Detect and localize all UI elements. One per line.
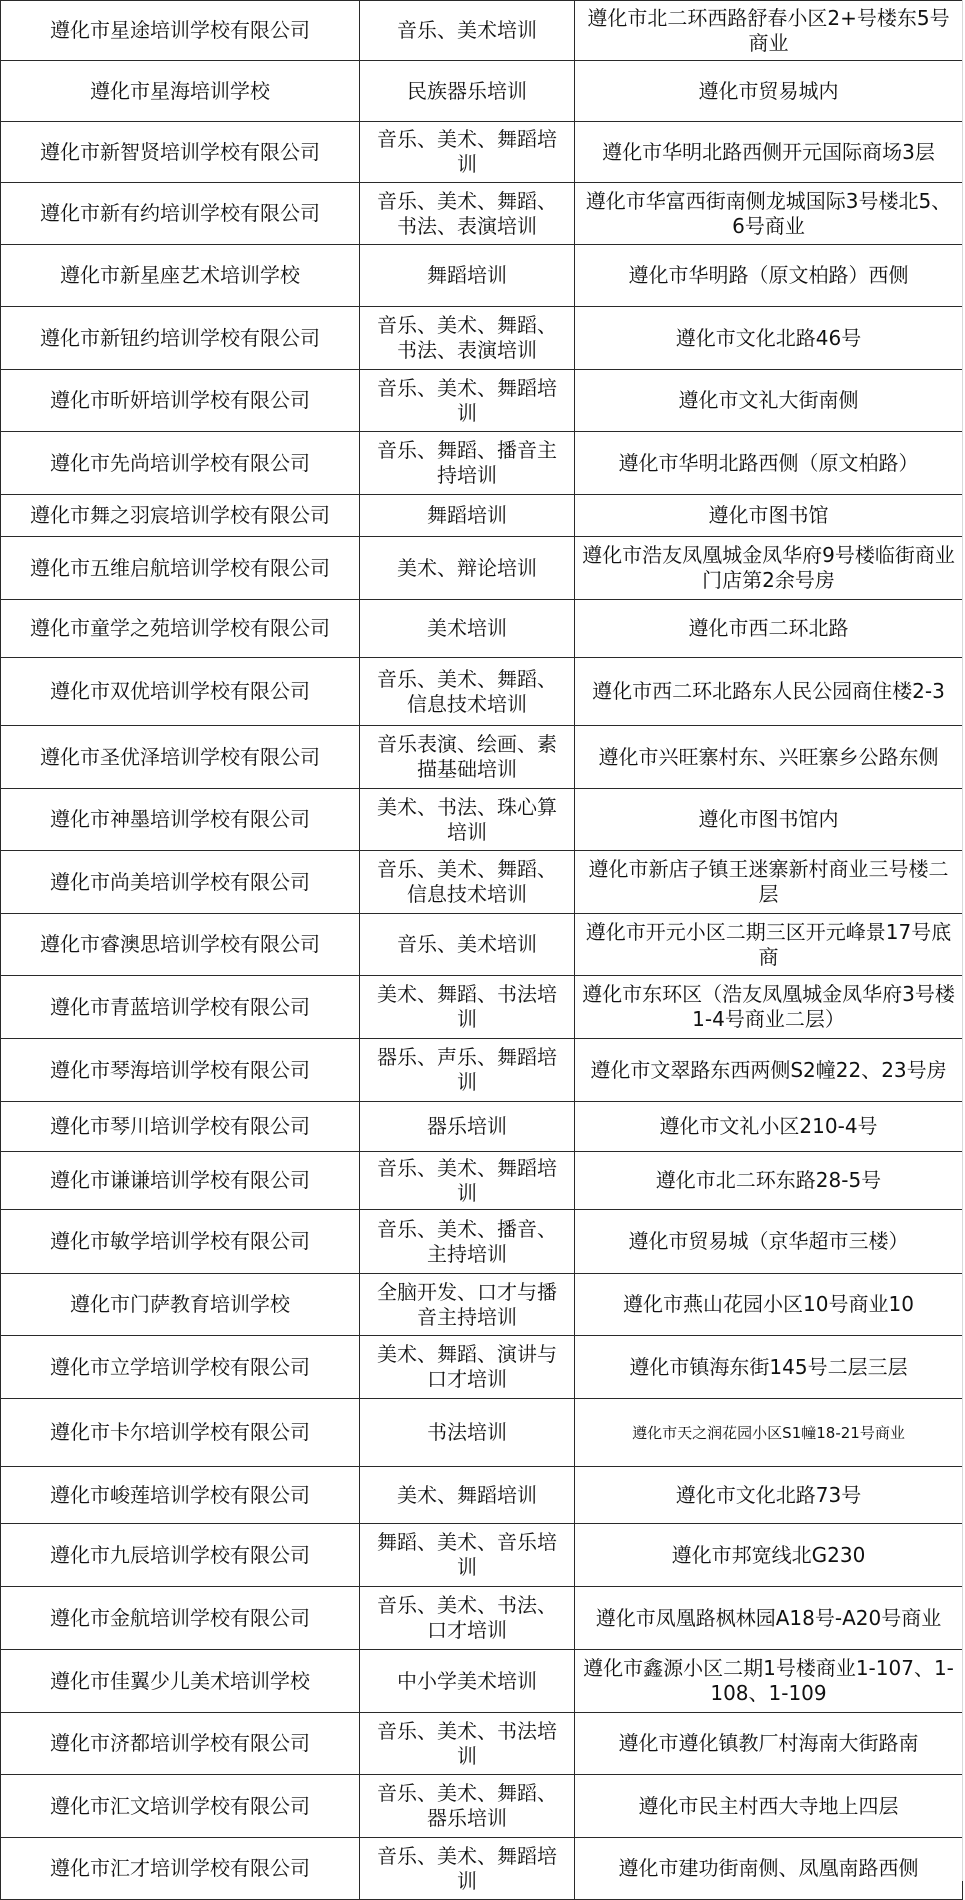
- training-type-cell[interactable]: 美术、舞蹈、演讲与口才培训: [360, 1336, 575, 1399]
- school-name-cell[interactable]: 遵化市九辰培训学校有限公司: [1, 1524, 360, 1587]
- school-name-cell[interactable]: 遵化市门萨教育培训学校: [1, 1274, 360, 1336]
- address-cell[interactable]: 遵化市文翠路东西两侧S2幢22、23号房: [575, 1039, 963, 1102]
- address-cell[interactable]: 遵化市北二环东路28-5号: [575, 1152, 963, 1210]
- school-name-cell[interactable]: 遵化市睿澳思培训学校有限公司: [1, 914, 360, 976]
- address-cell[interactable]: 遵化市凤凰路枫林园A18号-A20号商业: [575, 1587, 963, 1650]
- school-name-cell[interactable]: 遵化市尚美培训学校有限公司: [1, 851, 360, 914]
- address-cell[interactable]: 遵化市燕山花园小区10号商业10: [575, 1274, 963, 1336]
- training-type-cell[interactable]: 音乐表演、绘画、素描基础培训: [360, 726, 575, 789]
- table-row[interactable]: [1, 1152, 963, 1210]
- training-type-cell[interactable]: 舞蹈、美术、音乐培训: [360, 1524, 575, 1587]
- training-type-cell[interactable]: 民族器乐培训: [360, 61, 575, 122]
- table-row[interactable]: [1, 183, 963, 245]
- address-cell[interactable]: 遵化市新店子镇王迷寨新村商业三号楼二层: [575, 851, 963, 914]
- training-type-cell[interactable]: 美术、舞蹈培训: [360, 1467, 575, 1524]
- table-row[interactable]: [1, 122, 963, 183]
- address-cell[interactable]: 遵化市图书馆内: [575, 789, 963, 851]
- school-name-cell[interactable]: 遵化市琴川培训学校有限公司: [1, 1102, 360, 1152]
- address-cell[interactable]: 遵化市文礼大街南侧: [575, 370, 963, 432]
- school-name-cell[interactable]: 遵化市新钮约培训学校有限公司: [1, 307, 360, 370]
- address-cell[interactable]: 遵化市文化北路46号: [575, 307, 963, 370]
- table-row[interactable]: [1, 1102, 963, 1152]
- address-cell[interactable]: 遵化市鑫源小区二期1号楼商业1-107、1-108、1-109: [575, 1650, 963, 1713]
- table-row[interactable]: [1, 307, 963, 370]
- table-row[interactable]: [1, 1587, 963, 1650]
- address-cell[interactable]: 遵化市西二环北路东人民公园商住楼2-3: [575, 658, 963, 726]
- address-cell[interactable]: 遵化市图书馆: [575, 495, 963, 537]
- school-name-cell[interactable]: 遵化市峻莲培训学校有限公司: [1, 1467, 360, 1524]
- school-name-cell[interactable]: 遵化市济都培训学校有限公司: [1, 1713, 360, 1775]
- training-type-cell[interactable]: 美术、书法、珠心算培训: [360, 789, 575, 851]
- table-row[interactable]: [1, 1210, 963, 1274]
- address-cell[interactable]: 遵化市兴旺寨村东、兴旺寨乡公路东侧: [575, 726, 963, 789]
- address-cell[interactable]: 遵化市遵化镇教厂村海南大街路南: [575, 1713, 963, 1775]
- training-type-cell[interactable]: 音乐、美术、舞蹈、信息技术培训: [360, 658, 575, 726]
- address-cell[interactable]: 遵化市东环区（浩友凤凰城金凤华府3号楼1-4号商业二层）: [575, 976, 963, 1039]
- school-name-cell[interactable]: 遵化市童学之苑培训学校有限公司: [1, 600, 360, 658]
- school-name-cell[interactable]: 遵化市敏学培训学校有限公司: [1, 1210, 360, 1274]
- table-row[interactable]: [1, 61, 963, 122]
- training-type-cell[interactable]: 全脑开发、口才与播音主持培训: [360, 1274, 575, 1336]
- school-name-cell[interactable]: 遵化市昕妍培训学校有限公司: [1, 370, 360, 432]
- training-type-cell[interactable]: 器乐培训: [360, 1102, 575, 1152]
- training-type-cell[interactable]: 中小学美术培训: [360, 1650, 575, 1713]
- table-row[interactable]: [1, 1650, 963, 1713]
- school-name-cell[interactable]: 遵化市五维启航培训学校有限公司: [1, 537, 360, 600]
- training-type-cell[interactable]: 舞蹈培训: [360, 245, 575, 307]
- training-type-cell[interactable]: 音乐、美术、舞蹈培训: [360, 1152, 575, 1210]
- school-name-cell[interactable]: 遵化市圣优泽培训学校有限公司: [1, 726, 360, 789]
- table-row[interactable]: [1, 537, 963, 600]
- table-row[interactable]: [1, 495, 963, 537]
- address-cell[interactable]: 遵化市浩友凤凰城金凤华府9号楼临街商业门店第2余号房: [575, 537, 963, 600]
- address-cell[interactable]: 遵化市镇海东街145号二层三层: [575, 1336, 963, 1399]
- school-name-cell[interactable]: 遵化市金航培训学校有限公司: [1, 1587, 360, 1650]
- training-type-cell[interactable]: 音乐、美术、舞蹈培训: [360, 370, 575, 432]
- training-type-cell[interactable]: 音乐、美术、书法培训: [360, 1713, 575, 1775]
- table-row[interactable]: [1, 1713, 963, 1775]
- training-type-cell[interactable]: 音乐、美术、播音、主持培训: [360, 1210, 575, 1274]
- address-cell[interactable]: 遵化市民主村西大寺地上四层: [575, 1775, 963, 1838]
- training-type-cell[interactable]: 音乐、美术、舞蹈培训: [360, 122, 575, 183]
- training-type-cell[interactable]: 音乐、美术、书法、口才培训: [360, 1587, 575, 1650]
- table-row[interactable]: [1, 1039, 963, 1102]
- table-row[interactable]: [1, 1, 963, 61]
- address-cell[interactable]: 遵化市文化北路73号: [575, 1467, 963, 1524]
- table-row[interactable]: [1, 1274, 963, 1336]
- training-type-cell[interactable]: 音乐、美术、舞蹈培训: [360, 1838, 575, 1900]
- training-type-cell[interactable]: 音乐、美术培训: [360, 914, 575, 976]
- table-row[interactable]: [1, 370, 963, 432]
- training-type-cell[interactable]: 音乐、美术、舞蹈、书法、表演培训: [360, 307, 575, 370]
- school-name-cell[interactable]: 遵化市青蓝培训学校有限公司: [1, 976, 360, 1039]
- training-type-cell[interactable]: 美术培训: [360, 600, 575, 658]
- training-type-cell[interactable]: 书法培训: [360, 1399, 575, 1467]
- training-type-cell[interactable]: 器乐、声乐、舞蹈培训: [360, 1039, 575, 1102]
- school-name-cell[interactable]: 遵化市谦谦培训学校有限公司: [1, 1152, 360, 1210]
- table-row[interactable]: [1, 789, 963, 851]
- table-row[interactable]: [1, 1775, 963, 1838]
- address-cell[interactable]: 遵化市天之润花园小区S1幢18-21号商业: [575, 1399, 963, 1467]
- school-name-cell[interactable]: 遵化市先尚培训学校有限公司: [1, 432, 360, 495]
- table-row[interactable]: [1, 851, 963, 914]
- training-type-cell[interactable]: 舞蹈培训: [360, 495, 575, 537]
- training-type-cell[interactable]: 音乐、美术、舞蹈、信息技术培训: [360, 851, 575, 914]
- training-type-cell[interactable]: 音乐、美术培训: [360, 1, 575, 61]
- school-name-cell[interactable]: 遵化市新有约培训学校有限公司: [1, 183, 360, 245]
- school-name-cell[interactable]: 遵化市琴海培训学校有限公司: [1, 1039, 360, 1102]
- address-cell[interactable]: 遵化市开元小区二期三区开元峰景17号底商: [575, 914, 963, 976]
- school-name-cell[interactable]: 遵化市汇文培训学校有限公司: [1, 1775, 360, 1838]
- address-cell[interactable]: 遵化市华明北路西侧开元国际商场3层: [575, 122, 963, 183]
- address-cell[interactable]: 遵化市贸易城（京华超市三楼）: [575, 1210, 963, 1274]
- school-name-cell[interactable]: 遵化市新智贤培训学校有限公司: [1, 122, 360, 183]
- sheet-gridline: [962, 0, 963, 1881]
- school-name-cell[interactable]: 遵化市星途培训学校有限公司: [1, 1, 360, 61]
- training-type-cell[interactable]: 音乐、舞蹈、播音主持培训: [360, 432, 575, 495]
- training-type-cell[interactable]: 美术、辩论培训: [360, 537, 575, 600]
- table-row[interactable]: [1, 1524, 963, 1587]
- address-cell[interactable]: 遵化市华明路（原文柏路）西侧: [575, 245, 963, 307]
- school-name-cell[interactable]: 遵化市星海培训学校: [1, 61, 360, 122]
- table-row[interactable]: [1, 1336, 963, 1399]
- school-name-cell[interactable]: 遵化市汇才培训学校有限公司: [1, 1838, 360, 1900]
- school-name-cell[interactable]: 遵化市双优培训学校有限公司: [1, 658, 360, 726]
- address-cell[interactable]: 遵化市建功街南侧、凤凰南路西侧: [575, 1838, 963, 1900]
- address-cell[interactable]: 遵化市华富西街南侧龙城国际3号楼北5、6号商业: [575, 183, 963, 245]
- table-row[interactable]: [1, 726, 963, 789]
- school-name-cell[interactable]: 遵化市佳翼少儿美术培训学校: [1, 1650, 360, 1713]
- table-row[interactable]: [1, 1399, 963, 1467]
- school-name-cell[interactable]: 遵化市新星座艺术培训学校: [1, 245, 360, 307]
- table-row[interactable]: [1, 245, 963, 307]
- address-cell[interactable]: 遵化市贸易城内: [575, 61, 963, 122]
- table-row[interactable]: [1, 976, 963, 1039]
- school-name-cell[interactable]: 遵化市神墨培训学校有限公司: [1, 789, 360, 851]
- address-cell[interactable]: 遵化市邦宽线北G230: [575, 1524, 963, 1587]
- training-type-cell[interactable]: 音乐、美术、舞蹈、器乐培训: [360, 1775, 575, 1838]
- table-row[interactable]: [1, 600, 963, 658]
- school-name-cell[interactable]: 遵化市舞之羽宸培训学校有限公司: [1, 495, 360, 537]
- school-name-cell[interactable]: 遵化市卡尔培训学校有限公司: [1, 1399, 360, 1467]
- table-row[interactable]: [1, 432, 963, 495]
- training-type-cell[interactable]: 音乐、美术、舞蹈、书法、表演培训: [360, 183, 575, 245]
- address-cell[interactable]: 遵化市北二环西路舒春小区2+号楼东5号商业: [575, 1, 963, 61]
- address-cell[interactable]: 遵化市华明北路西侧（原文柏路）: [575, 432, 963, 495]
- address-cell[interactable]: 遵化市西二环北路: [575, 600, 963, 658]
- table-row[interactable]: [1, 1467, 963, 1524]
- training-type-cell[interactable]: 美术、舞蹈、书法培训: [360, 976, 575, 1039]
- table-row[interactable]: [1, 658, 963, 726]
- table-row[interactable]: [1, 1838, 963, 1900]
- school-name-cell[interactable]: 遵化市立学培训学校有限公司: [1, 1336, 360, 1399]
- table-row[interactable]: [1, 914, 963, 976]
- address-cell[interactable]: 遵化市文礼小区210-4号: [575, 1102, 963, 1152]
